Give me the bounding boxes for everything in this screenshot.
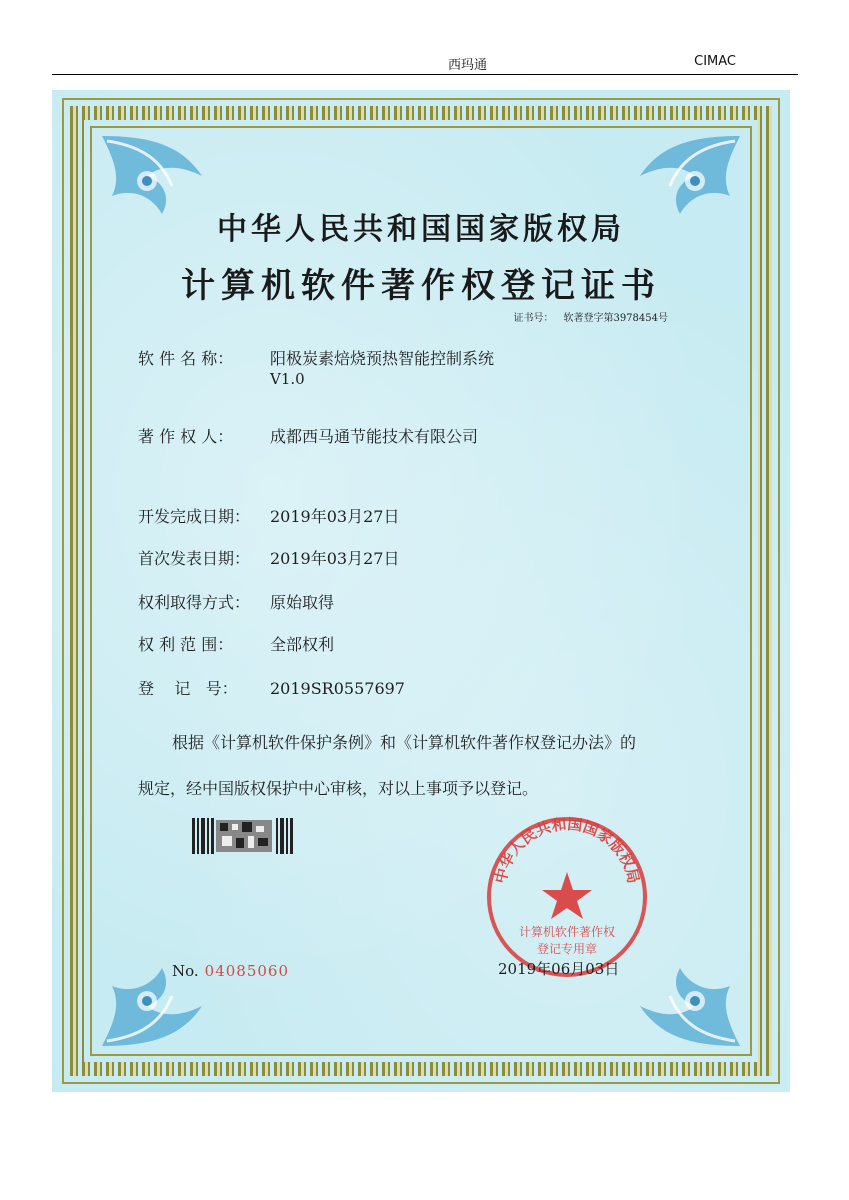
- official-seal: [482, 812, 652, 982]
- field-value: 2019SR0557697: [270, 679, 405, 698]
- serial-label: No.: [172, 962, 199, 980]
- corner-ornament-icon: [92, 936, 232, 1056]
- header-company: 西玛通: [448, 58, 488, 73]
- field-pub-date: [138, 546, 399, 569]
- field-value: 2019年03月27日: [270, 549, 400, 568]
- header-brand: CIMAC: [694, 54, 736, 69]
- field-label: 登 记 号：: [138, 679, 238, 698]
- seal-arc-text: 中华人民共和国国家版权局: [491, 815, 643, 886]
- field-label: 软 件 名 称：: [138, 349, 234, 368]
- field-label: 开发完成日期：: [138, 507, 251, 526]
- field-registration-number: [138, 676, 405, 699]
- field-label: 首次发表日期：: [138, 549, 251, 568]
- field-value: 成都西马通节能技术有限公司: [270, 427, 479, 446]
- seal-line-2: 登记专用章: [536, 942, 598, 956]
- field-value: 原始取得: [270, 593, 335, 612]
- copyright-certificate: [52, 90, 790, 1092]
- field-software-name: [138, 346, 494, 369]
- cert-number-label: 证书号：: [513, 313, 554, 324]
- certificate-title: 计算机软件著作权登记证书: [181, 266, 661, 306]
- field-value: 阳极炭素焙烧预热智能控制系统: [270, 349, 495, 368]
- field-value: 全部权利: [270, 635, 335, 654]
- serial-value: 04085060: [204, 962, 290, 980]
- field-scope: [138, 632, 334, 655]
- software-version: V1.0: [270, 370, 305, 388]
- field-owner: [138, 424, 478, 447]
- seal-line-1: 计算机软件著作权: [518, 925, 616, 939]
- serial-number: [172, 962, 289, 980]
- field-label: 权利取得方式：: [138, 593, 251, 612]
- statement-line-2: 规定，经中国版权保护中心审核，对以上事项予以登记。: [138, 779, 539, 798]
- field-label: 权 利 范 围：: [138, 635, 234, 654]
- page-header: [52, 52, 798, 75]
- field-label: 著 作 权 人：: [138, 427, 234, 446]
- cert-number-value: 软著登字第3978454号: [563, 313, 668, 324]
- certificate-number: [503, 309, 668, 324]
- issuer-title: 中华人民共和国国家版权局: [217, 212, 625, 247]
- field-acquisition: [138, 590, 334, 613]
- statement-line-1: 根据《计算机软件保护条例》和《计算机软件著作权登记办法》的: [172, 733, 637, 752]
- qr-barcode-icon: [192, 818, 296, 854]
- field-value: 2019年03月27日: [270, 507, 400, 526]
- field-dev-date: [138, 504, 399, 527]
- seal-star-icon: [542, 872, 592, 919]
- issue-date: 2019年06月03日: [498, 960, 620, 978]
